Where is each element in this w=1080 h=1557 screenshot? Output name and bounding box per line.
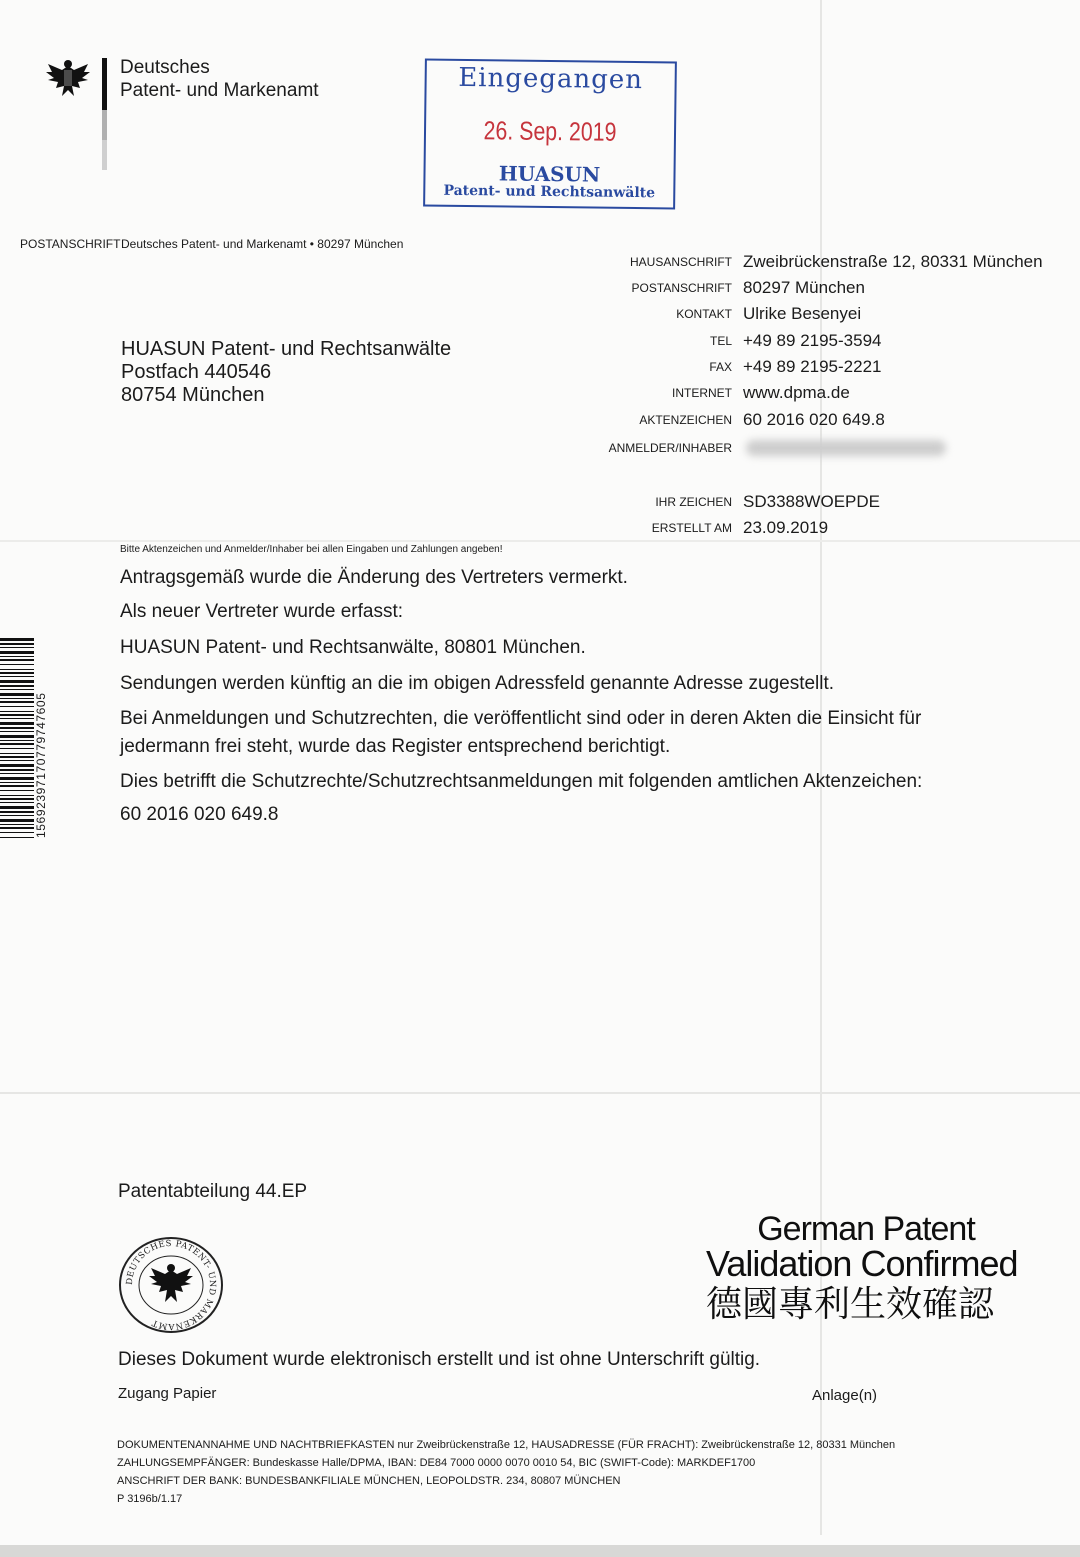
barcode-bar — [0, 785, 34, 787]
info-value: 23.09.2019 — [743, 518, 829, 537]
barcode-bar — [0, 701, 34, 703]
barcode-bar — [0, 832, 34, 833]
barcode-bar — [0, 718, 34, 719]
body-paragraph: Sendungen werden künftig an die im obigen Adressfeld genannte Adresse zugestellt. — [120, 673, 835, 694]
info-label: TEL — [709, 334, 732, 348]
barcode-bar — [0, 760, 34, 761]
barcode-bar — [0, 727, 34, 729]
info-label: INTERNET — [672, 386, 732, 400]
barcode-bar — [0, 680, 34, 683]
footer-line: ANSCHRIFT DER BANK: BUNDESBANKFILIALE MÜNCHEN, LEOPOLDSTR. 234, 80807 MÜNCHEN — [117, 1475, 621, 1487]
recipient-line2: Postfach 440546 — [121, 361, 272, 383]
paper-fold-horizontal — [0, 540, 1080, 542]
body-paragraph: jedermann frei steht, wurde das Register entsprechend berichtigt. — [120, 736, 671, 757]
stamp-firm-sub: Patent- und Rechtsanwälte — [443, 182, 656, 202]
barcode-bar — [0, 651, 34, 654]
paper-fold-horizontal — [0, 1092, 1080, 1094]
info-row-aktenzeichen — [560, 410, 1060, 432]
office-name-line1: Deutsches — [120, 57, 210, 78]
recipient-address — [121, 338, 451, 407]
barcode-bar — [0, 748, 34, 749]
body-paragraph: Bei Anmeldungen und Schutzrechten, die veröffentlicht sind oder in deren Akten die Einsicht für — [120, 708, 922, 729]
footer-line: ZAHLUNGSEMPFÄNGER: Bundeskasse Halle/DPMA, IBAN: DE84 7000 0000 0070 0010 54, BIC (SWIFT-Code): MARKDEF1700 — [117, 1457, 756, 1469]
barcode-number: 1569239717077974760​5 — [34, 692, 48, 838]
info-row-postanschrift — [560, 278, 1060, 300]
barcode-bar — [0, 743, 34, 745]
postal-label: POSTANSCHRIFT — [20, 237, 121, 251]
info-label: HAUSANSCHRIFT — [629, 255, 732, 269]
barcode-bar — [0, 815, 34, 816]
barcode-bar — [0, 706, 34, 707]
barcode-bar — [0, 693, 34, 696]
body-paragraph: HUASUN Patent- und Rechtsanwälte, 80801 München. — [120, 637, 586, 658]
barcode-bar — [0, 811, 34, 813]
barcode-bar — [0, 689, 34, 690]
access-method: Zugang Papier — [118, 1385, 217, 1402]
barcode-bar — [0, 672, 34, 674]
info-label: KONTAKT — [676, 307, 732, 321]
info-label: IHR ZEICHEN — [655, 495, 732, 509]
info-value: Zweibrückenstraße 12, 80331 München — [743, 252, 1043, 271]
body-paragraph: Dies betrifft die Schutzrechte/Schutzrechtsanmeldungen mit folgenden amtlichen Aktenzeichen: — [120, 771, 923, 792]
info-row-hausanschrift — [560, 252, 1060, 274]
redacted-applicant — [746, 440, 946, 456]
barcode-bar — [0, 769, 34, 771]
recipient-line3: 80754 München — [121, 384, 265, 406]
barcode-bar — [0, 802, 34, 803]
info-value: +49 89 2195-3594 — [743, 331, 882, 350]
file-number: 60 2016 020 649.8 — [120, 804, 279, 825]
barcode-bar — [0, 722, 34, 725]
postal-return-address: Deutsches Patent- und Markenamt • 80297 München — [121, 237, 404, 251]
barcode — [0, 638, 34, 838]
received-stamp — [423, 58, 677, 209]
caption-line2: Validation Confirmed — [706, 1243, 1018, 1284]
stamp-title: Eingegangen — [458, 62, 644, 96]
footer — [117, 1436, 895, 1508]
barcode-bar — [0, 795, 34, 796]
barcode-bar — [0, 773, 34, 774]
info-label: POSTANSCHRIFT — [631, 281, 732, 295]
info-row-internet — [560, 383, 1060, 405]
info-value: www.dpma.de — [743, 383, 850, 402]
federal-eagle-icon — [44, 56, 92, 100]
barcode-bar — [0, 806, 34, 809]
barcode-bar — [0, 647, 34, 648]
barcode-bar — [0, 698, 34, 699]
office-name-line2: Patent- und Markenamt — [120, 80, 319, 101]
barcode-bar — [0, 676, 34, 677]
validity-note: Dieses Dokument wurde elektronisch erstellt und ist ohne Unterschrift gültig. — [118, 1349, 761, 1370]
info-value: SD3388WOEPDE — [743, 492, 880, 511]
info-label: FAX — [709, 360, 732, 374]
department: Patentabteilung 44.EP — [118, 1181, 308, 1202]
footer-line: DOKUMENTENANNAHME UND NACHTBRIEFKASTEN nur Zweibrückenstraße 12, HAUSADRESSE (FÜR FRACHT): Zweibrückenstraße 12, 80331 München — [117, 1439, 896, 1451]
office-name — [120, 56, 319, 102]
barcode-bar — [0, 669, 34, 670]
logo-bar-black — [102, 58, 107, 110]
barcode-bar — [0, 664, 34, 665]
barcode-bar — [0, 711, 34, 712]
logo-bar-red — [102, 110, 107, 140]
barcode-bar — [0, 798, 34, 800]
barcode-bar — [0, 740, 34, 741]
info-label: ANMELDER/INHABER — [608, 441, 732, 455]
seal-text: DEUTSCHES PATENT- UND MARKENAMT — [124, 1238, 218, 1332]
barcode-bar — [0, 685, 34, 687]
info-value: Ulrike Besenyei — [743, 304, 862, 323]
barcode-bar — [0, 735, 34, 738]
barcode-bar — [0, 764, 34, 767]
footer-line: P 3196b/1.17 — [117, 1493, 183, 1505]
barcode-bar — [0, 782, 34, 783]
barcode-bar — [0, 824, 34, 825]
info-label: ERSTELLT AM — [651, 521, 732, 535]
body-paragraph: Antragsgemäß wurde die Änderung des Vertreters vermerkt. — [120, 567, 628, 588]
info-row-ihr-zeichen — [560, 492, 1060, 514]
info-row-kontakt — [560, 304, 1060, 326]
official-seal-icon — [118, 1236, 224, 1334]
caption-line3: 德國專利生效確認 — [706, 1284, 995, 1325]
info-value: 80297 München — [743, 278, 865, 297]
info-row-tel — [560, 331, 1060, 353]
barcode-bar — [0, 638, 34, 641]
caption-line1: German Patent — [757, 1210, 975, 1248]
barcode-bar — [0, 753, 34, 754]
info-row-erstellt — [560, 518, 1060, 540]
info-row-fax — [560, 357, 1060, 379]
barcode-bar — [0, 659, 34, 661]
logo-bar-gold — [102, 140, 107, 170]
barcode-bar — [0, 827, 34, 829]
barcode-bar — [0, 837, 34, 838]
info-value: +49 89 2195-2221 — [743, 357, 882, 376]
barcode-bar — [0, 756, 34, 758]
recipient-line1: HUASUN Patent- und Rechtsanwälte — [121, 338, 452, 360]
info-value: 60 2016 020 649.8 — [743, 410, 885, 429]
barcode-bar — [0, 731, 34, 732]
validation-caption — [706, 1212, 1046, 1328]
reference-hint: Bitte Aktenzeichen und Anmelder/Inhaber bei allen Eingaben und Zahlungen angeben! — [120, 544, 503, 555]
scan-edge — [0, 1545, 1080, 1557]
barcode-bar — [0, 656, 34, 657]
info-label: AKTENZEICHEN — [639, 413, 732, 427]
barcode-bar — [0, 714, 34, 716]
barcode-bar — [0, 790, 34, 791]
barcode-bar — [0, 819, 34, 822]
body-paragraph: Als neuer Vertreter wurde erfasst: — [120, 601, 404, 622]
barcode-bar — [0, 777, 34, 780]
barcode-bar — [0, 643, 34, 645]
stamp-firm: HUASUN — [498, 161, 601, 187]
info-row-anmelder — [560, 438, 1060, 460]
stamp-date: 26. Sep. 2019 — [483, 115, 617, 147]
attachments-label: Anlage(n) — [812, 1387, 878, 1404]
